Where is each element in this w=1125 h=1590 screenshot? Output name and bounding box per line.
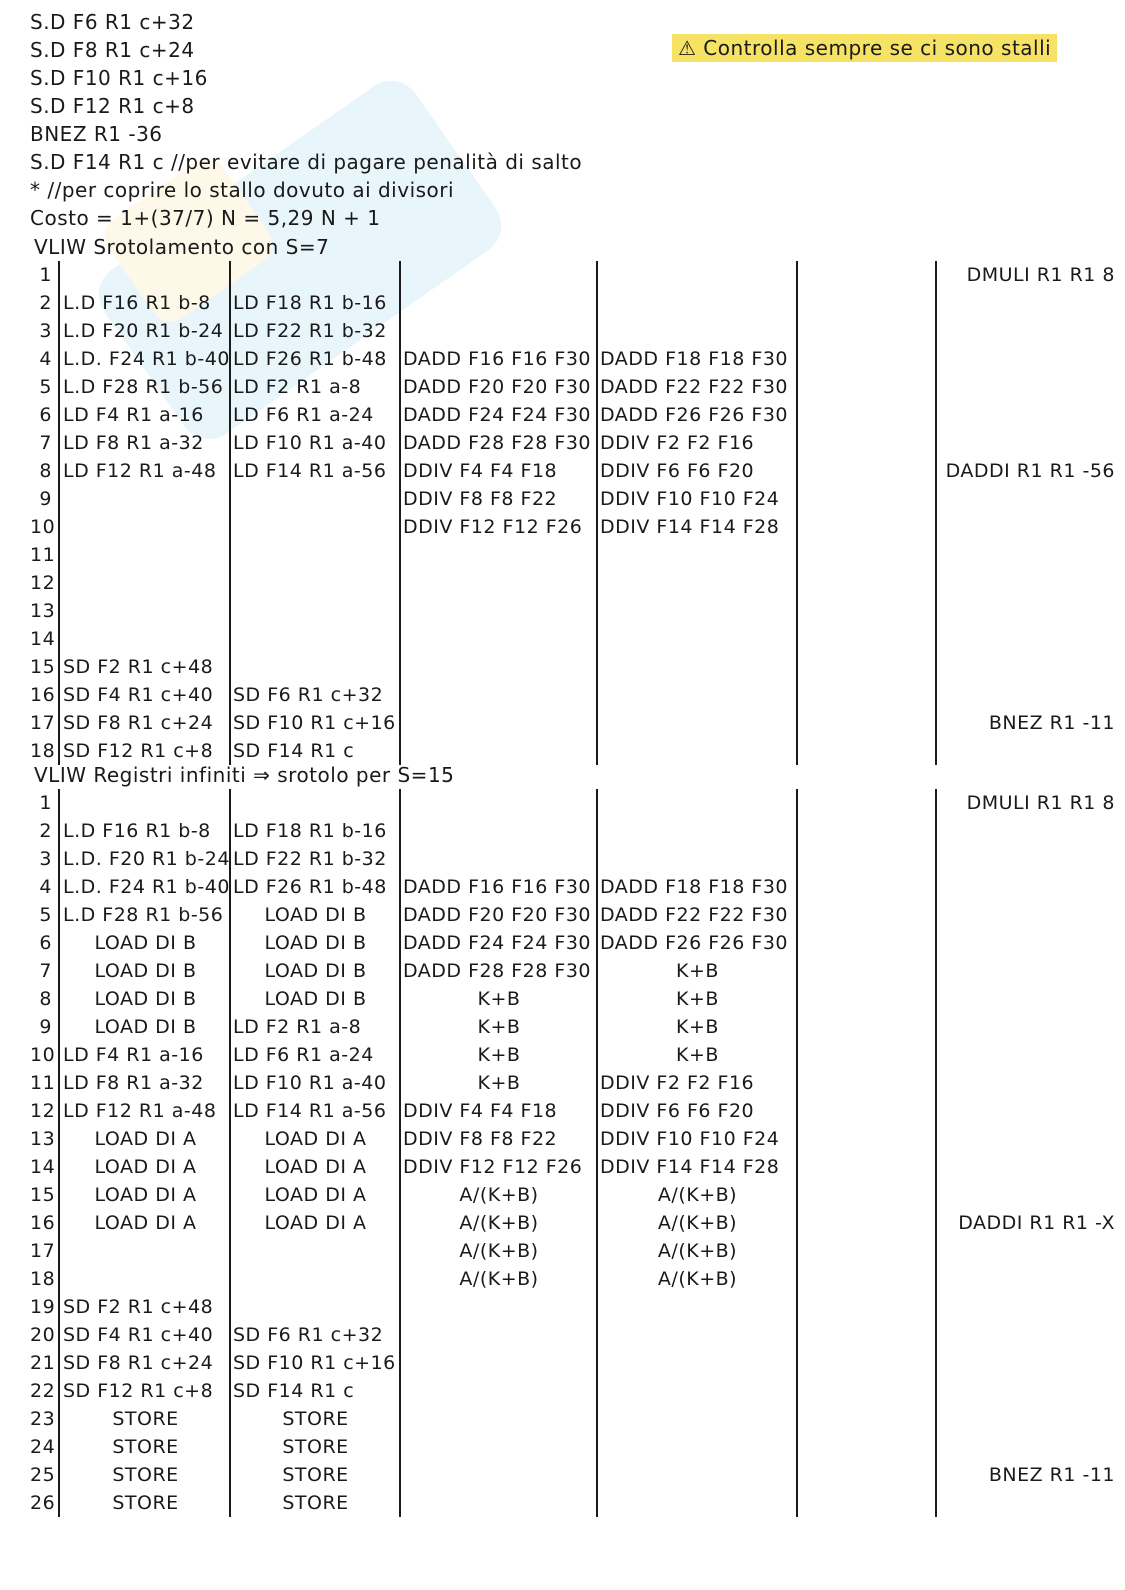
fp-slot-1: DADD F24 F24 F30 <box>403 932 591 954</box>
schedule-row <box>30 1321 1115 1349</box>
intro-line: S.D F14 R1 c //per evitare di pagare penalità di salto <box>30 150 583 174</box>
memory-slot-1: LOAD DI A <box>94 1128 197 1150</box>
memory-slot-1: LD F4 R1 a-16 <box>63 1044 204 1066</box>
cycle-number: 19 <box>30 1296 56 1318</box>
cycle-number: 9 <box>39 488 52 510</box>
fp-slot-2: K+B <box>676 960 719 982</box>
memory-slot-2: LD F10 R1 a-40 <box>233 432 387 454</box>
fp-slot-2: K+B <box>676 988 719 1010</box>
memory-slot-2: LD F6 R1 a-24 <box>233 404 374 426</box>
cycle-number: 3 <box>39 320 52 342</box>
memory-slot-2: LOAD DI A <box>264 1128 367 1150</box>
schedule-row <box>30 1265 1115 1293</box>
schedule-row <box>30 1405 1115 1433</box>
memory-slot-1: SD F12 R1 c+8 <box>63 1380 214 1402</box>
memory-slot-1: STORE <box>112 1464 179 1486</box>
memory-slot-1: LD F8 R1 a-32 <box>63 432 204 454</box>
fp-slot-1: DDIV F8 F8 F22 <box>403 1128 558 1150</box>
cycle-number: 14 <box>30 628 56 650</box>
memory-slot-1: SD F2 R1 c+48 <box>63 1296 214 1318</box>
memory-slot-2: LOAD DI A <box>264 1156 367 1178</box>
schedule-row <box>30 513 1115 541</box>
cycle-number: 18 <box>30 740 56 762</box>
cycle-number: 17 <box>30 1240 56 1262</box>
memory-slot-1: SD F4 R1 c+40 <box>63 684 214 706</box>
fp-slot-2: DDIV F10 F10 F24 <box>600 488 780 510</box>
schedule-row <box>30 317 1115 345</box>
int-branch-slot: DMULI R1 R1 8 <box>966 264 1115 286</box>
cycle-number: 4 <box>39 348 52 370</box>
column-divider <box>796 261 798 765</box>
memory-slot-2: LD F2 R1 a-8 <box>233 1016 362 1038</box>
cycle-number: 21 <box>30 1352 56 1374</box>
cycle-number: 16 <box>30 1212 56 1234</box>
column-divider <box>596 789 598 1517</box>
schedule-row <box>30 1097 1115 1125</box>
cycle-number: 11 <box>30 1072 56 1094</box>
intro-notes <box>30 8 730 232</box>
fp-slot-1: K+B <box>477 1016 521 1038</box>
column-divider <box>935 261 937 765</box>
fp-slot-1: DDIV F4 F4 F18 <box>403 1100 558 1122</box>
fp-slot-2: DADD F26 F26 F30 <box>600 932 788 954</box>
cycle-number: 20 <box>30 1324 56 1346</box>
cycle-number: 2 <box>39 820 52 842</box>
memory-slot-2: STORE <box>282 1464 349 1486</box>
fp-slot-1: DADD F16 F16 F30 <box>403 876 591 898</box>
schedule-row <box>30 569 1115 597</box>
cycle-number: 5 <box>39 376 52 398</box>
schedule-row <box>30 1433 1115 1461</box>
fp-slot-1: DADD F16 F16 F30 <box>403 348 591 370</box>
schedule-grid <box>30 261 1115 765</box>
fp-slot-1: K+B <box>477 1072 521 1094</box>
memory-slot-1: LOAD DI B <box>94 1016 197 1038</box>
fp-slot-2: K+B <box>676 1044 719 1066</box>
fp-slot-1: DADD F20 F20 F30 <box>403 376 591 398</box>
memory-slot-2: SD F6 R1 c+32 <box>233 684 384 706</box>
cycle-number: 16 <box>30 684 56 706</box>
memory-slot-1: LD F8 R1 a-32 <box>63 1072 204 1094</box>
memory-slot-1: LD F12 R1 a-48 <box>63 1100 217 1122</box>
memory-slot-2: LD F22 R1 b-32 <box>233 320 387 342</box>
cycle-number: 10 <box>30 516 56 538</box>
schedule-row <box>30 681 1115 709</box>
fp-slot-1: DADD F24 F24 F30 <box>403 404 591 426</box>
vliw-schedule-2 <box>30 763 1115 1517</box>
column-divider <box>935 789 937 1517</box>
memory-slot-2: LD F26 R1 b-48 <box>233 348 387 370</box>
fp-slot-1: A/(K+B) <box>459 1212 539 1234</box>
memory-slot-2: SD F6 R1 c+32 <box>233 1324 384 1346</box>
schedule-row <box>30 373 1115 401</box>
fp-slot-1: DADD F20 F20 F30 <box>403 904 591 926</box>
schedule-row <box>30 345 1115 373</box>
memory-slot-2: LD F10 R1 a-40 <box>233 1072 387 1094</box>
memory-slot-2: SD F14 R1 c <box>233 740 355 762</box>
memory-slot-2: LD F18 R1 b-16 <box>233 292 387 314</box>
schedule-row <box>30 957 1115 985</box>
cycle-number: 3 <box>39 848 52 870</box>
cycle-number: 18 <box>30 1268 56 1290</box>
memory-slot-2: STORE <box>282 1492 349 1514</box>
schedule-row <box>30 1377 1115 1405</box>
memory-slot-2: LD F18 R1 b-16 <box>233 820 387 842</box>
fp-slot-1: DDIV F12 F12 F26 <box>403 516 583 538</box>
cycle-number: 6 <box>39 404 52 426</box>
memory-slot-2: SD F10 R1 c+16 <box>233 712 396 734</box>
memory-slot-2: LD F2 R1 a-8 <box>233 376 362 398</box>
intro-line: S.D F10 R1 c+16 <box>30 66 208 90</box>
fp-slot-2: DADD F26 F26 F30 <box>600 404 788 426</box>
cycle-number: 12 <box>30 572 56 594</box>
schedule-row <box>30 1489 1115 1517</box>
schedule-row <box>30 289 1115 317</box>
memory-slot-1: LOAD DI A <box>94 1184 197 1206</box>
cycle-number: 26 <box>30 1492 56 1514</box>
memory-slot-1: LOAD DI B <box>94 988 197 1010</box>
cycle-number: 1 <box>39 792 52 814</box>
fp-slot-1: DDIV F4 F4 F18 <box>403 460 558 482</box>
schedule-row <box>30 817 1115 845</box>
schedule-row <box>30 985 1115 1013</box>
cycle-number: 17 <box>30 712 56 734</box>
fp-slot-2: DDIV F14 F14 F28 <box>600 1156 780 1178</box>
intro-line: S.D F8 R1 c+24 <box>30 38 195 62</box>
schedule-row <box>30 1349 1115 1377</box>
fp-slot-1: K+B <box>477 1044 521 1066</box>
memory-slot-2: SD F10 R1 c+16 <box>233 1352 396 1374</box>
memory-slot-1: SD F2 R1 c+48 <box>63 656 214 678</box>
cycle-number: 11 <box>30 544 56 566</box>
fp-slot-2: DADD F18 F18 F30 <box>600 876 788 898</box>
memory-slot-1: STORE <box>112 1492 179 1514</box>
int-branch-slot: DMULI R1 R1 8 <box>966 792 1115 814</box>
schedule-row <box>30 457 1115 485</box>
fp-slot-1: DDIV F8 F8 F22 <box>403 488 558 510</box>
cycle-number: 15 <box>30 656 56 678</box>
column-divider <box>229 789 231 1517</box>
cycle-number: 8 <box>39 988 52 1010</box>
schedule-row <box>30 929 1115 957</box>
memory-slot-1: L.D. F20 R1 b-24 <box>63 848 230 870</box>
schedule-row <box>30 1237 1115 1265</box>
fp-slot-2: DDIV F14 F14 F28 <box>600 516 780 538</box>
memory-slot-1: LOAD DI A <box>94 1212 197 1234</box>
cycle-number: 15 <box>30 1184 56 1206</box>
memory-slot-2: LD F14 R1 a-56 <box>233 460 387 482</box>
warning-text: ⚠ Controlla sempre se ci sono stalli <box>678 36 1052 60</box>
memory-slot-2: SD F14 R1 c <box>233 1380 355 1402</box>
cycle-number: 24 <box>30 1436 56 1458</box>
intro-line: S.D F12 R1 c+8 <box>30 94 195 118</box>
memory-slot-2: LD F22 R1 b-32 <box>233 848 387 870</box>
cycle-number: 13 <box>30 600 56 622</box>
intro-line: BNEZ R1 -36 <box>30 122 163 146</box>
column-divider <box>796 789 798 1517</box>
fp-slot-2: A/(K+B) <box>657 1240 738 1262</box>
memory-slot-2: LOAD DI A <box>264 1212 367 1234</box>
schedule-row <box>30 261 1115 289</box>
schedule-row <box>30 1125 1115 1153</box>
cycle-number: 23 <box>30 1408 56 1430</box>
schedule-row <box>30 1461 1115 1489</box>
memory-slot-1: LD F4 R1 a-16 <box>63 404 204 426</box>
cycle-number: 7 <box>39 960 52 982</box>
fp-slot-1: A/(K+B) <box>459 1268 539 1290</box>
memory-slot-1: L.D F28 R1 b-56 <box>63 904 224 926</box>
fp-slot-2: K+B <box>676 1016 719 1038</box>
cycle-number: 9 <box>39 1016 52 1038</box>
warning-note <box>672 34 1057 62</box>
memory-slot-1: SD F12 R1 c+8 <box>63 740 214 762</box>
cycle-number: 2 <box>39 292 52 314</box>
cycle-number: 12 <box>30 1100 56 1122</box>
memory-slot-1: SD F8 R1 c+24 <box>63 1352 214 1374</box>
cycle-number: 13 <box>30 1128 56 1150</box>
schedule-row <box>30 1209 1115 1237</box>
memory-slot-2: LD F14 R1 a-56 <box>233 1100 387 1122</box>
schedule-row <box>30 901 1115 929</box>
schedule-row <box>30 597 1115 625</box>
fp-slot-1: A/(K+B) <box>459 1240 539 1262</box>
schedule-row <box>30 625 1115 653</box>
cycle-number: 25 <box>30 1464 56 1486</box>
schedule-row <box>30 1069 1115 1097</box>
fp-slot-2: DADD F22 F22 F30 <box>600 904 788 926</box>
fp-slot-2: A/(K+B) <box>657 1268 738 1290</box>
column-divider <box>399 789 401 1517</box>
memory-slot-1: SD F8 R1 c+24 <box>63 712 214 734</box>
schedule-row <box>30 485 1115 513</box>
memory-slot-2: LOAD DI B <box>264 988 367 1010</box>
schedule-row <box>30 845 1115 873</box>
fp-slot-2: DADD F18 F18 F30 <box>600 348 788 370</box>
column-divider <box>58 789 60 1517</box>
int-branch-slot: BNEZ R1 -11 <box>988 712 1115 734</box>
memory-slot-1: SD F4 R1 c+40 <box>63 1324 214 1346</box>
column-divider <box>596 261 598 765</box>
int-branch-slot: DADDI R1 R1 -56 <box>945 460 1115 482</box>
fp-slot-2: DDIV F10 F10 F24 <box>600 1128 780 1150</box>
memory-slot-2: LOAD DI B <box>264 904 367 926</box>
fp-slot-2: A/(K+B) <box>657 1212 738 1234</box>
fp-slot-2: A/(K+B) <box>657 1184 738 1206</box>
cost-formula: Costo = 1+(37/7) N = 5,29 N + 1 <box>30 206 381 230</box>
schedule-row <box>30 709 1115 737</box>
memory-slot-1: L.D. F24 R1 b-40 <box>63 876 230 898</box>
schedule-row <box>30 1293 1115 1321</box>
fp-slot-1: DADD F28 F28 F30 <box>403 432 591 454</box>
int-branch-slot: BNEZ R1 -11 <box>988 1464 1115 1486</box>
memory-slot-1: L.D. F24 R1 b-40 <box>63 348 230 370</box>
section-title: VLIW Srotolamento con S=7 <box>34 235 330 259</box>
schedule-row <box>30 1181 1115 1209</box>
memory-slot-1: L.D F16 R1 b-8 <box>63 820 211 842</box>
fp-slot-1: A/(K+B) <box>459 1184 539 1206</box>
cycle-number: 22 <box>30 1380 56 1402</box>
memory-slot-2: LOAD DI A <box>264 1184 367 1206</box>
memory-slot-1: LD F12 R1 a-48 <box>63 460 217 482</box>
memory-slot-2: STORE <box>282 1436 349 1458</box>
fp-slot-2: DDIV F6 F6 F20 <box>600 1100 755 1122</box>
cycle-number: 6 <box>39 932 52 954</box>
fp-slot-1: DDIV F12 F12 F26 <box>403 1156 583 1178</box>
int-branch-slot: DADDI R1 R1 -X <box>958 1212 1115 1234</box>
cycle-number: 10 <box>30 1044 56 1066</box>
schedule-row <box>30 653 1115 681</box>
column-divider <box>229 261 231 765</box>
memory-slot-1: L.D F28 R1 b-56 <box>63 376 224 398</box>
schedule-row <box>30 789 1115 817</box>
schedule-row <box>30 873 1115 901</box>
schedule-grid <box>30 789 1115 1517</box>
cycle-number: 1 <box>39 264 52 286</box>
memory-slot-1: STORE <box>112 1436 179 1458</box>
memory-slot-1: STORE <box>112 1408 179 1430</box>
vliw-schedule-1 <box>30 235 1115 765</box>
fp-slot-2: DADD F22 F22 F30 <box>600 376 788 398</box>
cycle-number: 4 <box>39 876 52 898</box>
schedule-row <box>30 401 1115 429</box>
intro-line: * //per coprire lo stallo dovuto ai divisori <box>30 178 455 202</box>
schedule-row <box>30 1013 1115 1041</box>
memory-slot-2: LD F26 R1 b-48 <box>233 876 387 898</box>
schedule-row <box>30 541 1115 569</box>
memory-slot-1: LOAD DI B <box>94 960 197 982</box>
fp-slot-2: DDIV F2 F2 F16 <box>600 1072 755 1094</box>
schedule-row <box>30 737 1115 765</box>
schedule-row <box>30 1153 1115 1181</box>
intro-line: S.D F6 R1 c+32 <box>30 10 195 34</box>
cycle-number: 5 <box>39 904 52 926</box>
memory-slot-2: LD F6 R1 a-24 <box>233 1044 374 1066</box>
column-divider <box>58 261 60 765</box>
cycle-number: 7 <box>39 432 52 454</box>
cycle-number: 14 <box>30 1156 56 1178</box>
memory-slot-1: L.D F16 R1 b-8 <box>63 292 211 314</box>
fp-slot-2: DDIV F2 F2 F16 <box>600 432 755 454</box>
memory-slot-2: STORE <box>282 1408 349 1430</box>
memory-slot-2: LOAD DI B <box>264 932 367 954</box>
fp-slot-1: K+B <box>477 988 521 1010</box>
fp-slot-2: DDIV F6 F6 F20 <box>600 460 755 482</box>
memory-slot-1: LOAD DI B <box>94 932 197 954</box>
fp-slot-1: DADD F28 F28 F30 <box>403 960 591 982</box>
column-divider <box>399 261 401 765</box>
cycle-number: 8 <box>39 460 52 482</box>
schedule-row <box>30 1041 1115 1069</box>
schedule-row <box>30 429 1115 457</box>
memory-slot-1: LOAD DI A <box>94 1156 197 1178</box>
memory-slot-2: LOAD DI B <box>264 960 367 982</box>
memory-slot-1: L.D F20 R1 b-24 <box>63 320 224 342</box>
section-title: VLIW Registri infiniti ⇒ srotolo per S=15 <box>34 763 455 787</box>
